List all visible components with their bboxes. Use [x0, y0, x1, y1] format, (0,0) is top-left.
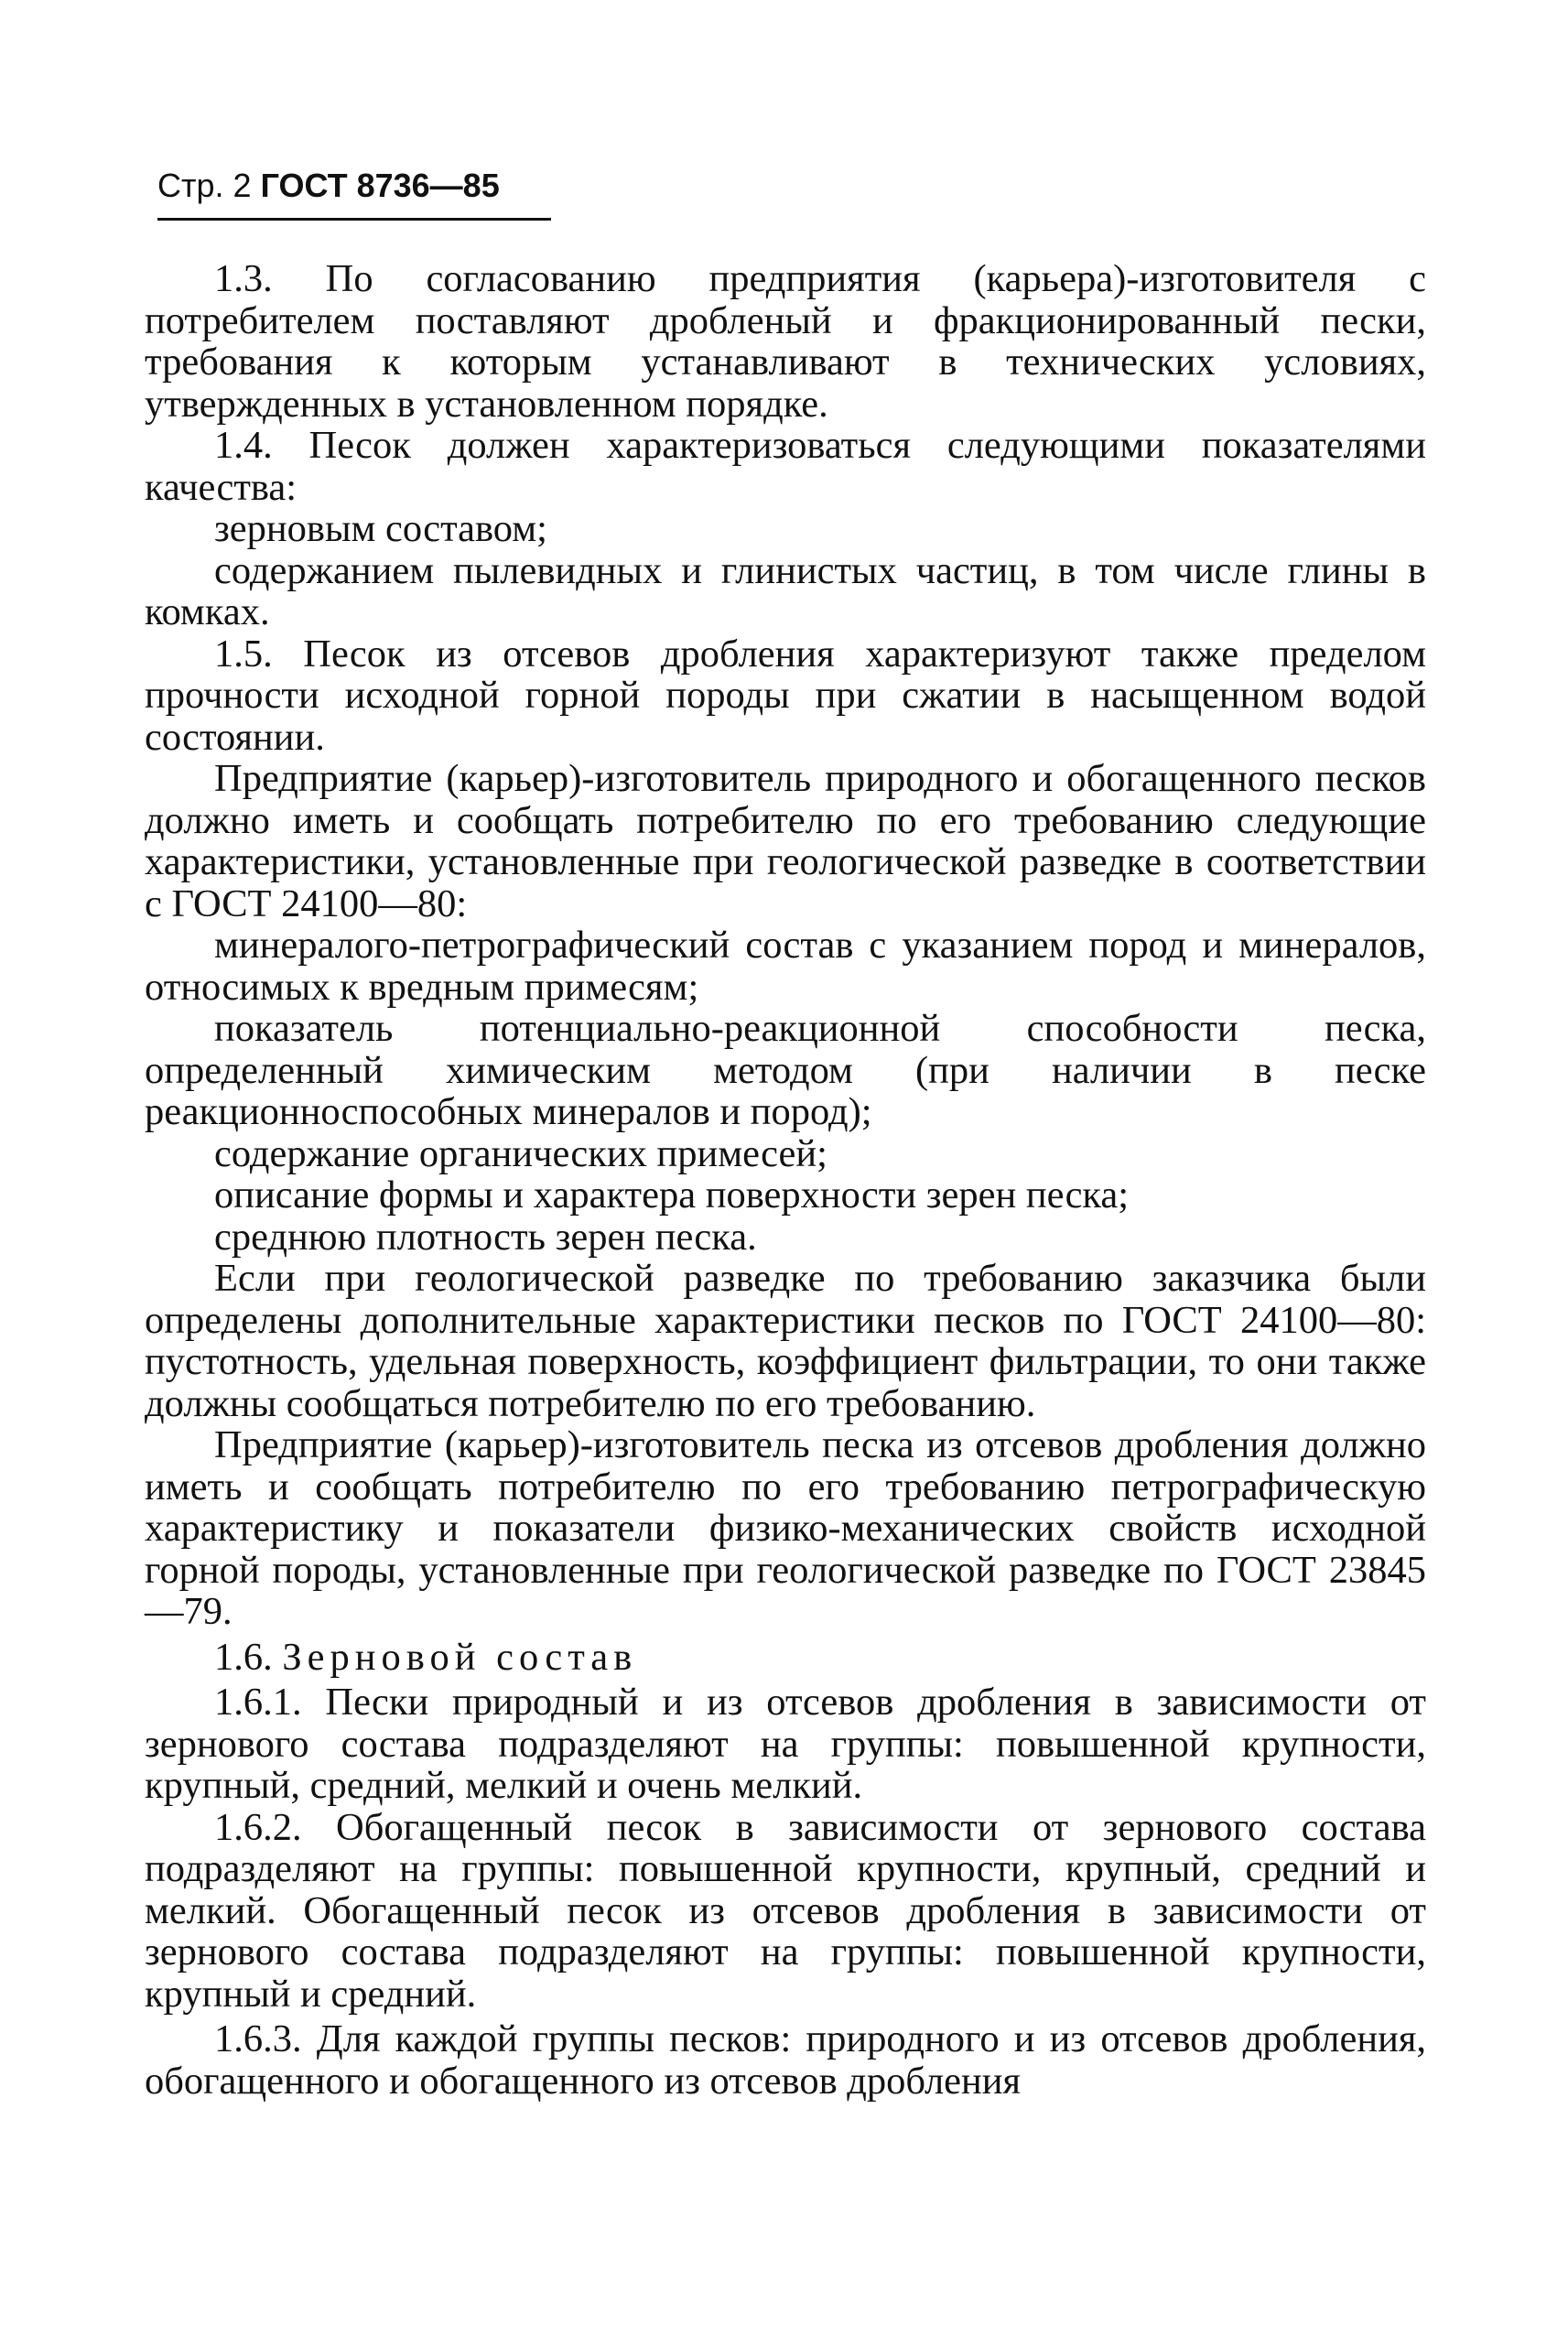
- list-item: минералого-петрографический состав с указанием пород и минералов, относимых к вредным примесям;: [145, 924, 1426, 1009]
- header-rule: [157, 218, 551, 221]
- clause-1-6-3: 1.6.3. Для каждой группы песков: природного и из отсевов дробления, обогащенного и обогащенного из отсевов дробления: [145, 2017, 1426, 2103]
- list-item: зерновым составом;: [214, 507, 547, 550]
- list-item: описание формы и характера поверхности зерен песка;: [214, 1173, 1130, 1217]
- standard-id: ГОСТ 8736—85: [260, 167, 500, 204]
- list-item: содержание органических примесей;: [214, 1131, 827, 1175]
- paragraph: Если при геологической разведке по требованию заказчика были определены дополнительные характеристики песков по ГОСТ 24100—80: пустотность, удельная поверхность, коэффициент фильтрации, то они также должны сообщаться потребителю по его требованию.: [145, 1257, 1426, 1425]
- page-number: Стр. 2: [157, 167, 252, 204]
- list-item: показатель потенциально-реакционной способности песка, определенный химическим методом (при наличии в песке реакционноспособных минералов и пород);: [145, 1007, 1426, 1133]
- running-head: [157, 165, 551, 207]
- clause-1-4: 1.4. Песок должен характеризоваться следующими показателями качества:: [145, 424, 1426, 509]
- section-number: 1.6.: [214, 1635, 273, 1679]
- section-heading: [145, 1637, 1426, 1679]
- clause-1-6-2: 1.6.2. Обогащенный песок в зависимости от зернового состава подразделяют на группы: повышенной крупности, крупный, средний и мелкий. Обогащенный песок из отсевов дробления в зависимости от зернового состава подразделяют на группы: повышенной крупности, крупный и средний.: [145, 1805, 1426, 2016]
- clause-1-3: 1.3. По согласованию предприятия (карьера)-изготовителя с потребителем поставляют дробленый и фракционированный пески, требования к которым устанавливают в технических условиях, утвержденных в установленном порядке.: [145, 257, 1426, 426]
- paragraph: Предприятие (карьер)-изготовитель природного и обогащенного песков должно иметь и сообщать потребителю по его требованию следующие характеристики, установленные при геологической разведке в соответствии с ГОСТ 24100—80:: [145, 757, 1426, 925]
- clause-1-6-1: 1.6.1. Пески природный и из отсевов дробления в зависимости от зернового состава подразделяют на группы: повышенной крупности, крупный, средний, мелкий и очень мелкий.: [145, 1681, 1426, 1807]
- page-header: [157, 165, 551, 220]
- list-item: среднюю плотность зерен песка.: [214, 1215, 757, 1259]
- clause-1-5: 1.5. Песок из отсевов дробления характеризуют также пределом прочности исходной горной породы при сжатии в насыщенном водой состоянии.: [145, 632, 1426, 759]
- section-title: Зерновой состав: [282, 1635, 638, 1679]
- paragraph: Предприятие (карьер)-изготовитель песка из отсевов дробления должно иметь и сообщать потребителю по его требованию петрографическую характеристику и показатели физико-механических свойств исходной горной породы, установленные при геологической разведке по ГОСТ 23845—79.: [145, 1423, 1426, 1633]
- document-body: [145, 258, 1426, 2102]
- list-item: содержанием пылевидных и глинистых частиц, в том числе глины в комках.: [145, 548, 1426, 633]
